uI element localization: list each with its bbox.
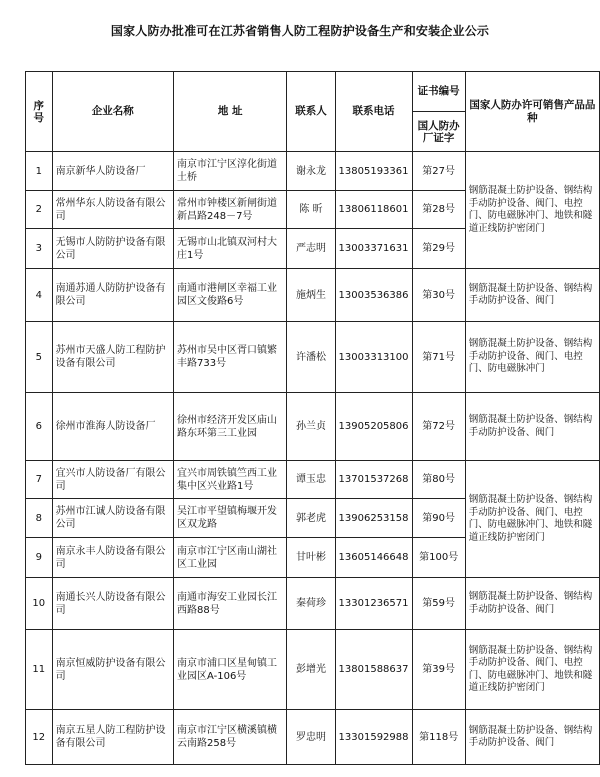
phone: 13905205806 — [335, 393, 412, 461]
contact-person: 罗忠明 — [287, 710, 335, 765]
row-no: 3 — [26, 229, 53, 269]
cert-no: 第80号 — [412, 461, 465, 499]
phone: 13801588637 — [335, 630, 412, 710]
address: 徐州市经济开发区庙山路东环第三工业园 — [173, 393, 286, 461]
cert-no: 第100号 — [412, 538, 465, 578]
company-name: 徐州市淮海人防设备厂 — [52, 393, 173, 461]
phone: 13003371631 — [335, 229, 412, 269]
header-contact: 联系人 — [287, 72, 335, 152]
cert-no: 第30号 — [412, 269, 465, 322]
contact-person: 施炳生 — [287, 269, 335, 322]
product-types: 钢筋混凝土防护设备、钢结构手动防护设备、阀门、电控门、防电磁脉冲门、地铁和隧道正线防护密闭门 — [465, 630, 599, 710]
row-no: 5 — [26, 322, 53, 393]
contact-person: 甘叶彬 — [287, 538, 335, 578]
table-row — [26, 710, 600, 765]
row-no: 6 — [26, 393, 53, 461]
cert-no: 第118号 — [412, 710, 465, 765]
address: 常州市钟楼区新闸街道新昌路248－7号 — [173, 191, 286, 229]
product-types: 钢筋混凝土防护设备、钢结构手动防护设备、阀门、电控门、防电磁脉冲门、地铁和隧道正线防护密闭门 — [465, 152, 599, 269]
cert-no: 第27号 — [412, 152, 465, 191]
product-types: 钢筋混凝土防护设备、钢结构手动防护设备、阀门 — [465, 578, 599, 630]
product-types: 钢筋混凝土防护设备、钢结构手动防护设备、阀门 — [465, 393, 599, 461]
header-phone: 联系电话 — [335, 72, 412, 152]
header-no: 序号 — [26, 72, 53, 152]
company-name: 苏州市天盛人防工程防护设备有限公司 — [52, 322, 173, 393]
contact-person: 许潘松 — [287, 322, 335, 393]
table-row — [26, 630, 600, 710]
phone: 13805193361 — [335, 152, 412, 191]
contact-person: 郭老虎 — [287, 499, 335, 538]
cert-no: 第90号 — [412, 499, 465, 538]
phone: 13301236571 — [335, 578, 412, 630]
row-no: 10 — [26, 578, 53, 630]
product-types: 钢筋混凝土防护设备、钢结构手动防护设备、阀门 — [465, 269, 599, 322]
address: 南京市江宁区南山湖社区工业园 — [173, 538, 286, 578]
cert-no: 第28号 — [412, 191, 465, 229]
address: 南通市港闸区幸福工业园区文俊路6号 — [173, 269, 286, 322]
cert-no: 第39号 — [412, 630, 465, 710]
product-types: 钢筋混凝土防护设备、钢结构手动防护设备、阀门 — [465, 710, 599, 765]
address: 南京市江宁区淳化街道土桥 — [173, 152, 286, 191]
contact-person: 陈 昕 — [287, 191, 335, 229]
header-cert: 国人防办厂证字 — [412, 112, 465, 152]
phone: 13003313100 — [335, 322, 412, 393]
product-types: 钢筋混凝土防护设备、钢结构手动防护设备、阀门、电控门、防电磁脉冲门、地铁和隧道正线防护密闭门 — [465, 461, 599, 578]
cert-no: 第71号 — [412, 322, 465, 393]
company-name: 南京五星人防工程防护设备有限公司 — [52, 710, 173, 765]
contact-person: 秦荷珍 — [287, 578, 335, 630]
cert-no: 第59号 — [412, 578, 465, 630]
address: 南京市江宁区横溪镇横云南路258号 — [173, 710, 286, 765]
company-name: 南通苏通人防防护设备有限公司 — [52, 269, 173, 322]
company-name: 南通长兴人防设备有限公司 — [52, 578, 173, 630]
address: 苏州市吴中区胥口镇繁丰路733号 — [173, 322, 286, 393]
row-no: 1 — [26, 152, 53, 191]
address: 南通市海安工业园长江西路88号 — [173, 578, 286, 630]
table-row — [26, 152, 600, 191]
contact-person: 谢永龙 — [287, 152, 335, 191]
row-no: 4 — [26, 269, 53, 322]
contact-person: 孙兰贞 — [287, 393, 335, 461]
row-no: 8 — [26, 499, 53, 538]
address: 宜兴市周铁镇竺西工业集中区兴业路1号 — [173, 461, 286, 499]
header-company: 企业名称 — [52, 72, 173, 152]
document-title: 国家人防办批准可在江苏省销售人防工程防护设备生产和安装企业公示 — [110, 24, 490, 38]
product-types: 钢筋混凝土防护设备、钢结构手动防护设备、阀门、电控门、防电磁脉冲门 — [465, 322, 599, 393]
table-row — [26, 393, 600, 461]
header-cert-group: 证书编号 — [412, 72, 465, 112]
cert-no: 第29号 — [412, 229, 465, 269]
company-name: 无锡市人防防护设备有限公司 — [52, 229, 173, 269]
phone: 13301592988 — [335, 710, 412, 765]
table-row — [26, 269, 600, 322]
enterprise-table — [25, 71, 600, 765]
company-name: 南京永丰人防设备有限公司 — [52, 538, 173, 578]
phone: 13701537268 — [335, 461, 412, 499]
row-no: 2 — [26, 191, 53, 229]
company-name: 常州华东人防设备有限公司 — [52, 191, 173, 229]
row-no: 11 — [26, 630, 53, 710]
header-address: 地 址 — [173, 72, 286, 152]
header-products: 国家人防办许可销售产品品种 — [465, 72, 599, 152]
table-row — [26, 461, 600, 499]
contact-person: 谭玉忠 — [287, 461, 335, 499]
address: 南京市浦口区星甸镇工业园区A-106号 — [173, 630, 286, 710]
contact-person: 严志明 — [287, 229, 335, 269]
phone: 13605146648 — [335, 538, 412, 578]
contact-person: 彭增光 — [287, 630, 335, 710]
cert-no: 第72号 — [412, 393, 465, 461]
row-no: 12 — [26, 710, 53, 765]
company-name: 苏州市江诚人防设备有限公司 — [52, 499, 173, 538]
row-no: 9 — [26, 538, 53, 578]
company-name: 宜兴市人防设备厂有限公司 — [52, 461, 173, 499]
table-row — [26, 578, 600, 630]
company-name: 南京恒威防护设备有限公司 — [52, 630, 173, 710]
phone: 13003536386 — [335, 269, 412, 322]
phone: 13806118601 — [335, 191, 412, 229]
phone: 13906253158 — [335, 499, 412, 538]
table-row — [26, 322, 600, 393]
company-name: 南京新华人防设备厂 — [52, 152, 173, 191]
address: 吴江市平望镇梅堰开发区双龙路 — [173, 499, 286, 538]
address: 无锡市山北镇双河村大庄1号 — [173, 229, 286, 269]
row-no: 7 — [26, 461, 53, 499]
